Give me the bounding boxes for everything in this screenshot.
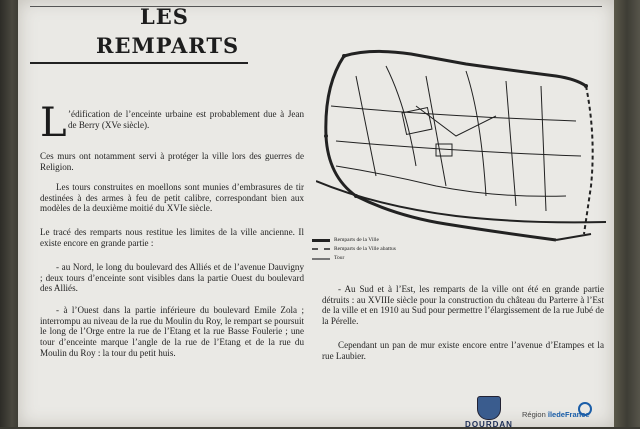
legend-item-destroyed-walls bbox=[312, 245, 396, 254]
top-rule bbox=[30, 6, 602, 7]
paragraph-north: - au Nord, le long du boulevard des Alliés et de l’avenue Dauvigny ; deux tours d’enceinte sont visibles dans la partie Ouest du boulevard des Alliés. bbox=[40, 262, 304, 294]
paragraph-remaining-wall: Cependant un pan de mur existe encore entre l’avenue d’Etampes et la rue Laubier. bbox=[322, 340, 604, 361]
paragraph-religion: Ces murs ont notamment servi à protéger la ville lors des guerres de Religion. bbox=[40, 151, 304, 172]
legend-swatch-walls bbox=[312, 239, 330, 242]
paragraph-towers: Les tours construites en moellons sont munies d’embrasures de tir destinées à des armes à feu de petit calibre, correspondant bien aux modèles de la deuxième moitié du XVIe siècle. bbox=[40, 182, 304, 214]
town-map bbox=[316, 46, 606, 252]
legend-swatch-destroyed-walls bbox=[312, 248, 330, 252]
dourdan-logo bbox=[460, 396, 518, 429]
legend-item-tower bbox=[312, 254, 396, 263]
legend-swatch-tower bbox=[312, 258, 330, 260]
legend-label-destroyed-walls: Remparts de la Ville abattus bbox=[334, 246, 396, 252]
stone-wall-left bbox=[0, 0, 20, 427]
legend-label-tower: Tour bbox=[334, 255, 345, 261]
legend-label-walls: Remparts de la Ville bbox=[334, 237, 379, 243]
region-circle-icon bbox=[578, 402, 592, 416]
map-legend bbox=[312, 236, 396, 263]
paragraph-intro: ’édification de l’enceinte urbaine est probablement due à Jean de Berry (XVe siècle). bbox=[68, 109, 304, 130]
dourdan-logo-text: DOURDAN bbox=[465, 420, 513, 429]
drop-cap: L bbox=[40, 100, 67, 146]
information-panel bbox=[18, 0, 614, 427]
paragraph-trace: Le tracé des remparts nous restitue les limites de la ville ancienne. Il existe encore en grande partie : bbox=[40, 227, 304, 248]
region-prefix: Région bbox=[522, 410, 546, 419]
title-underline bbox=[30, 62, 248, 64]
legend-item-walls bbox=[312, 236, 396, 245]
paragraph-south-east: - Au Sud et à l’Est, les remparts de la ville ont été en grande partie détruits : au XVIIIe siècle pour la construction du château du Parterre à l’Est de la ville et en 1910 au Sud pour permettre l’élargissement de la rue Jubé de la Pérelle. bbox=[322, 284, 604, 327]
title-line-1: LES bbox=[140, 4, 189, 29]
title-line-2: REMPARTS bbox=[96, 33, 240, 58]
stone-wall-right bbox=[614, 0, 640, 427]
paragraph-west: - à l’Ouest dans la partie inférieure du boulevard Emile Zola ; interrompu au niveau de la rue du Moulin du Roy, le rempart se poursuit le long de l’Orge entre la rue de l’Etang et la rue Basse Foulerie ; une tour d’enceinte marque l’angle de la rue de l’Etang et de la rue du Moulin du Roy : la tour du petit huis. bbox=[40, 305, 304, 358]
dourdan-shield-icon bbox=[477, 396, 501, 420]
region-name: îledeFrance bbox=[547, 410, 590, 419]
